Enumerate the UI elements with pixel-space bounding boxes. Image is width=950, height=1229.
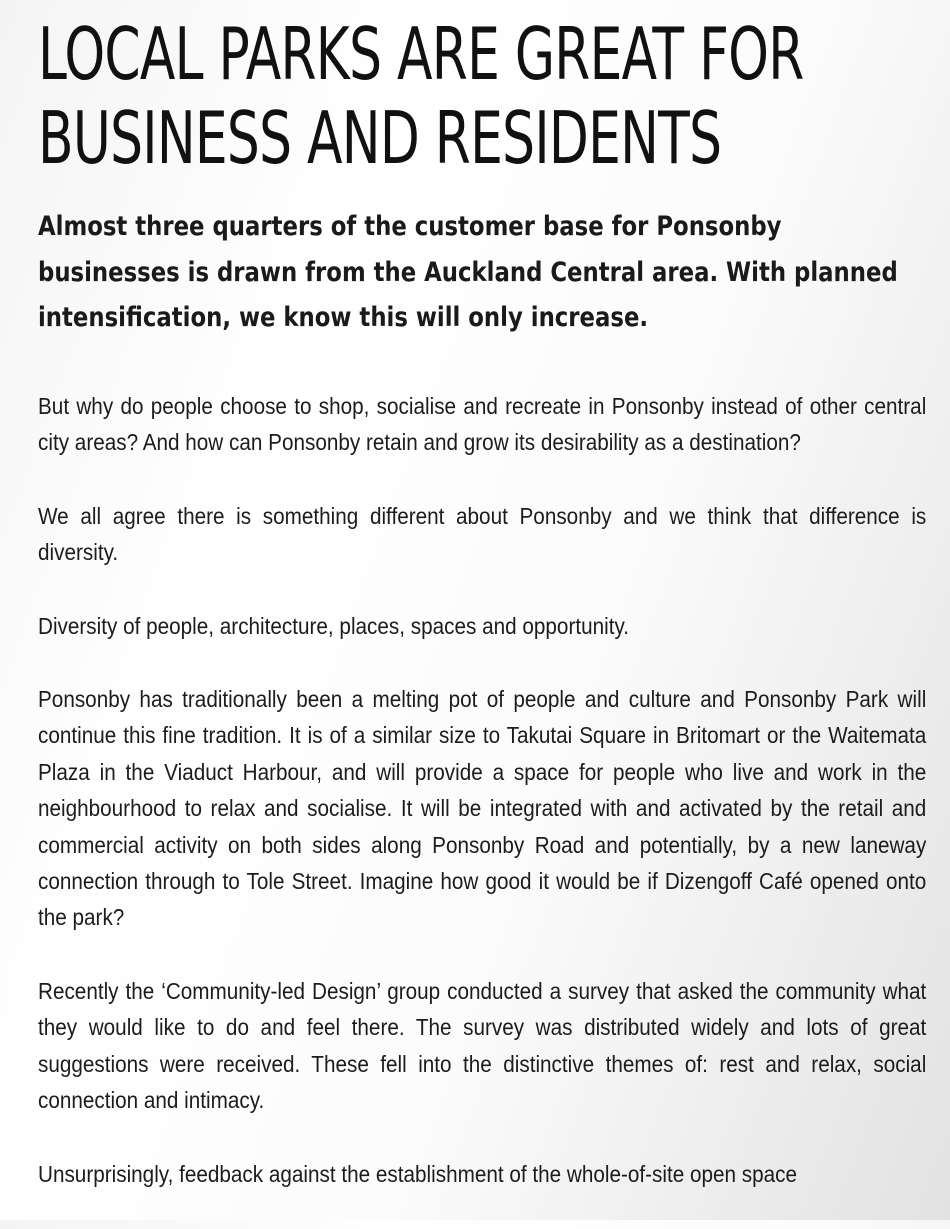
- headline-line-2: BUSINESS AND RESIDENTS: [38, 96, 722, 180]
- article-page: [38, 12, 927, 1187]
- body-paragraph: Recently the ‘Community-led Design’ group conducted a survey that asked the community what they would like to do and feel there. The survey was distributed widely and lots of great suggestions were received. These fell into the distinctive themes of: rest and relax, social connection and intimacy.: [38, 977, 927, 1114]
- article-body: [38, 388, 926, 1229]
- headline: [38, 12, 926, 180]
- lede-paragraph: Almost three quarters of the customer base for Ponsonby businesses is drawn from the Auckland Central area. With planned intensification, we know this will only increase.: [38, 211, 898, 333]
- body-paragraph: We all agree there is something different about Ponsonby and we think that difference is diversity.: [38, 502, 927, 566]
- body-paragraph: Diversity of people, architecture, places, spaces and opportunity.: [38, 612, 630, 639]
- body-paragraph: But why do people choose to shop, socialise and recreate in Ponsonby instead of other central city areas? And how can Ponsonby retain and grow its desirability as a destination?: [38, 393, 927, 456]
- body-paragraph: Ponsonby has traditionally been a melting pot of people and culture and Ponsonby Park will continue this fine tradition. It is of a similar size to Takutai Square in Britomart or the Waitemata Plaza in the Viaduct Harbour, and will provide a space for people who live and work in the neighbourhood to relax and socialise. It will be integrated with and activated by the retail and commercial activity on both sides along Ponsonby Road and potentially, by a new laneway connection through to Tole Street. Imagine how good it would be if Dizengoff Café opened onto the park?: [38, 686, 927, 931]
- headline-line-1: LOCAL PARKS ARE GREAT FOR: [38, 12, 804, 96]
- body-paragraph: Unsurprisingly, feedback against the establishment of the whole-of-site open space: [38, 1160, 798, 1187]
